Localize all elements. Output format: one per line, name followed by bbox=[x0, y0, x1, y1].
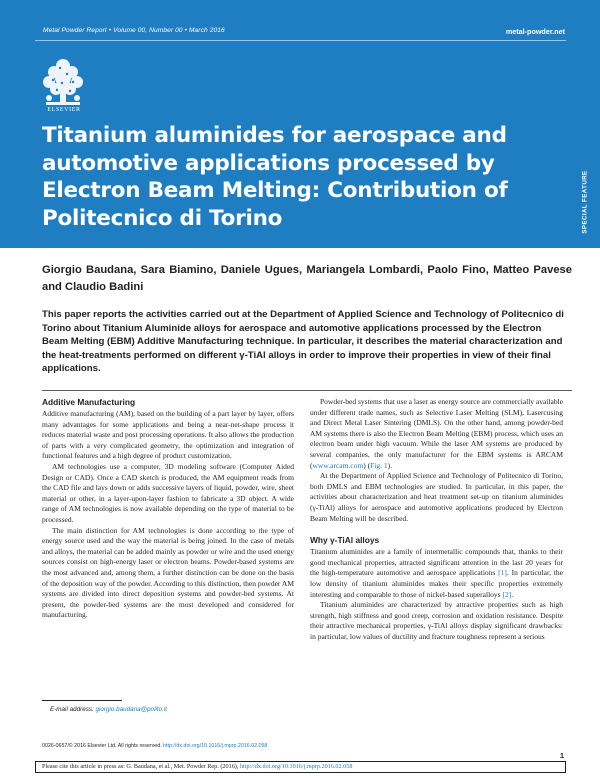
citation-text: Please cite this article in press as: G. Baudana, et al., Met. Powder Rep. (2016), bbox=[42, 763, 240, 770]
paragraph bbox=[310, 397, 563, 471]
paragraph-text: . In particular, the low density of titanium aluminides makes their specific properties extremely interesting and comparable to those of nickel-based superalloys bbox=[310, 568, 564, 599]
journal-info: Metal Powder Report • Volume 00, Number 00 • March 2016 bbox=[43, 27, 225, 34]
right-column bbox=[310, 397, 563, 642]
paragraph-text: ) ( bbox=[363, 460, 371, 470]
section-heading-additive-manufacturing: Additive Manufacturing bbox=[42, 397, 136, 407]
citation-box bbox=[35, 761, 566, 773]
email-link[interactable]: giorgio.baudana@polito.it bbox=[95, 706, 168, 713]
paragraph: Titanium aluminides are characterized by attractive properties such as high strength, high stiffness and good creep, corrosion and oxidation resistance. Despite their attractive mechanical properties, γ-TiAl alloys display significant drawbacks: in particular, low values of ductility and fracture toughness represent a serious bbox=[310, 600, 563, 641]
header-banner bbox=[0, 0, 600, 248]
paragraph: Additive manufacturing (AM), based on the building of a part layer by layer, offers many advantages for some applications and being a near-net-shape process it reduces material waste and post processing operations. It also allows the production of parts with a very complicated geometry, the optimization and integration of functional features and a high degree of product customization. bbox=[42, 409, 294, 461]
left-column bbox=[42, 397, 294, 621]
article-title: Titanium aluminides for aerospace and automotive applications processed by Electron Beam Melting: Contribution of Politecnico di Torino bbox=[42, 123, 508, 231]
reference-1-link[interactable]: [1] bbox=[498, 568, 507, 578]
doi-link[interactable]: http://dx.doi.org/10.1016/j.mprp.2016.02.058 bbox=[163, 743, 268, 749]
abstract-divider bbox=[42, 390, 572, 391]
reference-2-link[interactable]: [2] bbox=[502, 589, 512, 599]
elsevier-wordmark: ELSEVIER bbox=[47, 107, 81, 113]
paragraph-text: . bbox=[511, 589, 514, 599]
header-divider bbox=[35, 40, 566, 41]
paragraph: At the Department of Applied Science and Technology of Politecnico di Torino, both DMLS and EBM technologies are studied. In particular, in this paper, the activities about characterization and heat treatment set-up on titanium aluminides (γ-TiAl) alloys for aerospace and automotive applications produced by Electron Beam Melting will be described. bbox=[310, 471, 563, 523]
special-feature-label: SPECIAL FEATURE bbox=[581, 170, 589, 234]
author-list: Giorgio Baudana, Sara Biamino, Daniele Ugues, Mariangela Lombardi, Paolo Fino, Matteo Pavese and Claudio Badini bbox=[42, 264, 572, 293]
copyright-text: 0026-0657/© 2016 Elsevier Ltd. All rights reserved. bbox=[42, 743, 164, 749]
paragraph bbox=[310, 547, 563, 600]
corresponding-email bbox=[50, 706, 167, 713]
journal-site-link[interactable]: metal-powder.net bbox=[505, 27, 565, 36]
citation-doi-link[interactable]: http://dx.doi.org/10.1016/j.mprp.2016.02.058 bbox=[239, 763, 353, 770]
paragraph-text: ). bbox=[387, 460, 393, 470]
email-label: E-mail address: bbox=[50, 706, 96, 713]
footnote-divider bbox=[42, 700, 122, 701]
paragraph-text: Titanium aluminides are a family of intermetallic compounds that, thanks to their good mechanical properties, attracted significant attention in the last 20 years for the high-temperature automotive and aerospace applications bbox=[310, 547, 563, 578]
figure-1-link[interactable]: Fig. 1 bbox=[370, 460, 388, 470]
copyright-line bbox=[42, 743, 267, 749]
elsevier-tree-icon bbox=[40, 56, 86, 108]
section-heading-why-tial: Why γ-TiAl alloys bbox=[310, 535, 380, 546]
special-feature-tab bbox=[577, 170, 593, 234]
paragraph-text: Powder-bed systems that use a laser as energy source are commercially available under different trade names, such as Selective Laser Melting (SLM), Lasercusing and Direct Metal Laser Sintering (DMLS). On the other hand, among powder-bed AM systems there is also the Electron Beam Melting (EBM) process, which uses an electron beam under high vacuum. While the laser AM systems are produced by several companies, the only manufacturer for the EBM systems is ARCAM ( bbox=[310, 397, 563, 470]
abstract: This paper reports the activities carried out at the Department of Applied Science and Technology of Politecnico di Torino about Titanium Aluminide alloys for aerospace and automotive applications processed by the Electron Beam Melting (EBM) Additive Manufacturing technique. In particular, it describes the material characterization and the heat-treatments performed on different γ-TiAl alloys in order to improve their properties in view of their final applications. bbox=[42, 309, 564, 375]
page-number: 1 bbox=[559, 751, 564, 760]
paragraph: The main distinction for AM technologies is done according to the type of energy source used and the way the material is being joined. In the case of metals and alloys, the material can be added mainly as powder or wire and the used energy sources consist on high-energy laser or electron beams. Powder-based systems are the most advanced and, among them, a further distinction can be done on the basis of the deposition way of the powder. According to this distinction, then powder AM systems are divided into direct deposition systems and powder-bed systems. At present, the powder-bed systems are the most developed and considered for manufacturing. bbox=[42, 525, 294, 620]
paragraph: AM technologies use a computer, 3D modeling software (Computer Aided Design or CAD). Once a CAD sketch is produced, the AM equipment reads from the CAD file and lays down or adds successive layers of liquid, powder, wire, sheet material or other, in a layer-upon-layer fashion to fabricate a 3D object. A wide range of AM technologies is now available depending on the type of material to be processed. bbox=[42, 461, 294, 524]
arcam-link[interactable]: www.arcam.com bbox=[312, 460, 364, 470]
